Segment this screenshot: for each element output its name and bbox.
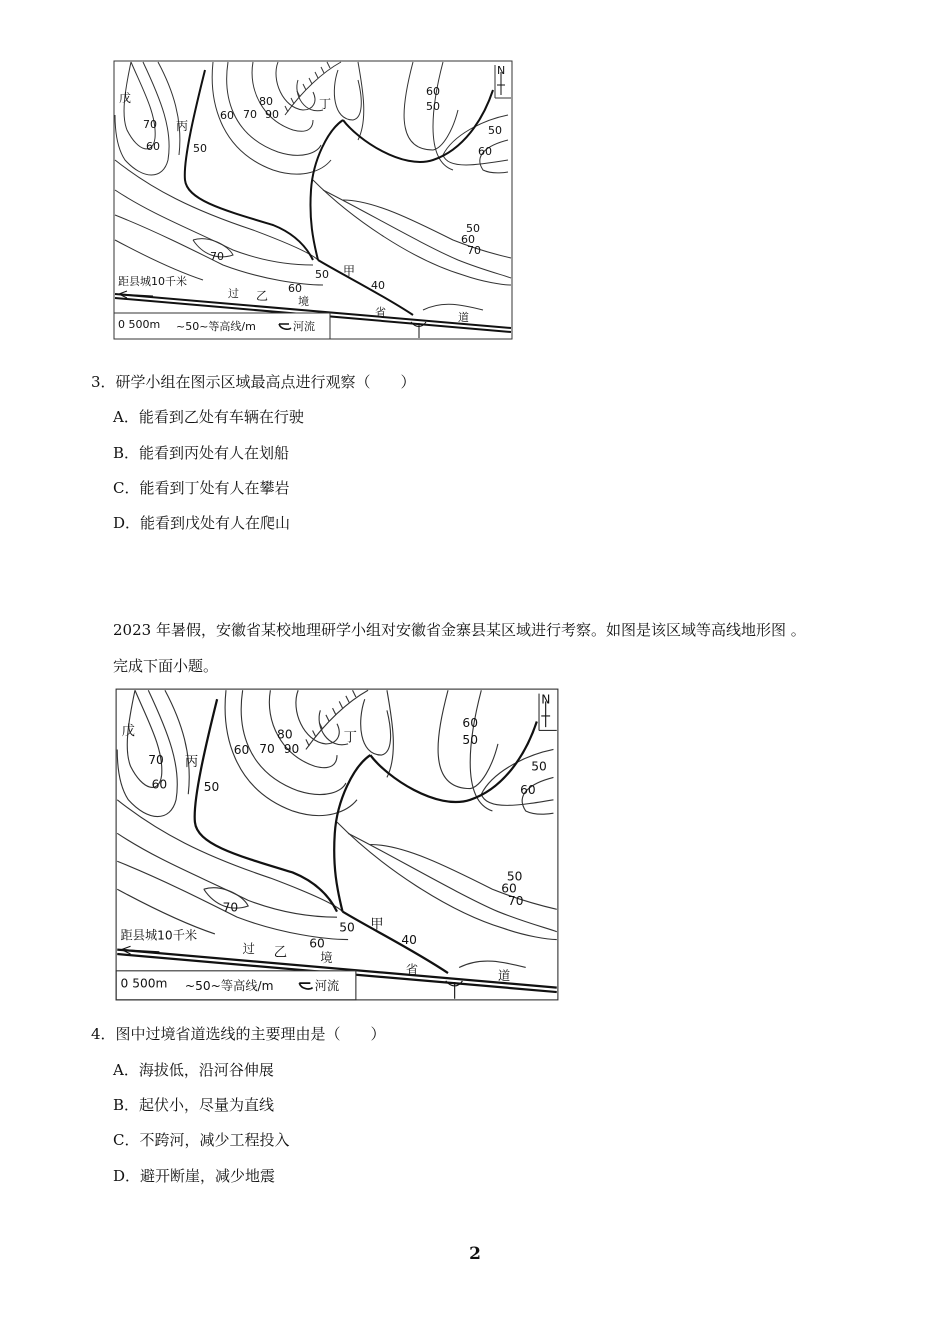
page-number: 2 xyxy=(469,1244,481,1264)
q3-option-b: B．能看到丙处有人在划船 xyxy=(113,444,290,462)
contour-label: 70 xyxy=(148,752,164,768)
road-label: 境 xyxy=(320,950,333,965)
q3-option-a: A．能看到乙处有车辆在行驶 xyxy=(113,408,304,426)
road-label: 境 xyxy=(298,295,309,308)
yi-label: 乙 xyxy=(256,289,269,303)
q4-option-d: D．避开断崖，减少地震 xyxy=(113,1167,276,1185)
contour-label: 40 xyxy=(401,932,417,947)
contour-label: 50 xyxy=(488,124,502,137)
contour-legend: ~50~等高线/m xyxy=(176,320,256,333)
contour-label: 60 xyxy=(478,145,492,158)
contour-label: 80 xyxy=(259,95,273,108)
contour-label: 50 xyxy=(531,759,547,774)
contour-label: 70 xyxy=(143,118,157,131)
q4-stem: 4．图中过境省道选线的主要理由是（ ） xyxy=(91,1025,386,1043)
contour-label: 60 xyxy=(461,233,475,246)
q3-option-c: C．能看到丁处有人在攀岩 xyxy=(113,479,290,497)
contour-label: 60 xyxy=(520,783,536,798)
bing-label: 丙 xyxy=(176,119,189,133)
scale-label: 0 500m xyxy=(120,976,168,991)
contour-label: 80 xyxy=(277,727,293,742)
q3-stem: 3．研学小组在图示区域最高点进行观察（ ） xyxy=(91,373,416,391)
wu-label: 戊 xyxy=(121,723,135,739)
intro-line-2: 完成下面小题。 xyxy=(113,657,219,675)
contour-map-2 xyxy=(115,688,559,1001)
jia-label: 甲 xyxy=(370,917,384,933)
intro-line-1: 2023 年暑假，安徽省某校地理研学小组对安徽省金寨县某区域进行考察。如图是该区域等高线地形图 。 xyxy=(113,621,806,639)
contour-map-1 xyxy=(113,60,513,340)
road-label: 道 xyxy=(497,968,511,983)
scale-label: 0 500m xyxy=(118,318,161,331)
contour-label: 50 xyxy=(506,869,523,884)
ding-label: 丁 xyxy=(343,730,357,746)
q4-option-b: B．起伏小，尽量为直线 xyxy=(113,1096,275,1114)
contour-label: 70 xyxy=(222,900,239,915)
contour-label: 50 xyxy=(193,142,207,155)
contour-legend: ~50~等高线/m xyxy=(184,978,274,993)
jia-label: 甲 xyxy=(343,264,356,278)
contour-label: 60 xyxy=(151,777,168,792)
road-label: 过 xyxy=(228,287,239,300)
contour-label: 50 xyxy=(462,732,478,747)
contour-label: 40 xyxy=(371,279,385,292)
contour-label: 60 xyxy=(220,109,234,122)
contour-label: 70 xyxy=(507,893,524,908)
yi-label: 乙 xyxy=(273,945,288,961)
north-label: N xyxy=(497,64,506,77)
q4-option-a: A．海拔低，沿河谷伸展 xyxy=(113,1061,274,1079)
q3-option-d: D．能看到戊处有人在爬山 xyxy=(113,514,291,532)
road-label: 过 xyxy=(242,941,255,956)
contour-label: 90 xyxy=(283,741,300,756)
road-label: 省 xyxy=(405,963,419,978)
contour-label: 50 xyxy=(315,268,329,281)
contour-label: 50 xyxy=(339,920,355,935)
contour-label: 70 xyxy=(467,244,481,257)
river-legend: 河流 xyxy=(293,320,315,333)
contour-label: 60 xyxy=(426,85,440,98)
north-label: N xyxy=(541,692,551,707)
contour-label: 50 xyxy=(203,779,220,794)
ding-label: 丁 xyxy=(319,97,332,111)
road-label: 省 xyxy=(375,306,386,319)
contour-label: 70 xyxy=(259,741,275,756)
contour-label: 60 xyxy=(309,936,325,951)
contour-label: 70 xyxy=(210,250,224,263)
contour-label: 60 xyxy=(462,716,478,731)
contour-label: 50 xyxy=(466,222,480,235)
contour-label: 60 xyxy=(233,742,250,757)
wu-label: 戊 xyxy=(119,91,132,105)
contour-label: 70 xyxy=(243,108,257,121)
contour-label: 90 xyxy=(265,108,279,121)
distance-label: 距县城10千米 xyxy=(118,275,187,288)
distance-label: 距县城10千米 xyxy=(120,928,198,943)
road-label: 道 xyxy=(458,311,469,324)
contour-label: 50 xyxy=(426,100,440,113)
q4-option-c: C．不跨河，减少工程投入 xyxy=(113,1131,290,1149)
contour-label: 60 xyxy=(288,282,302,295)
bing-label: 丙 xyxy=(184,755,199,771)
river-legend: 河流 xyxy=(314,978,340,993)
contour-label: 60 xyxy=(501,881,517,896)
contour-label: 60 xyxy=(146,140,160,153)
